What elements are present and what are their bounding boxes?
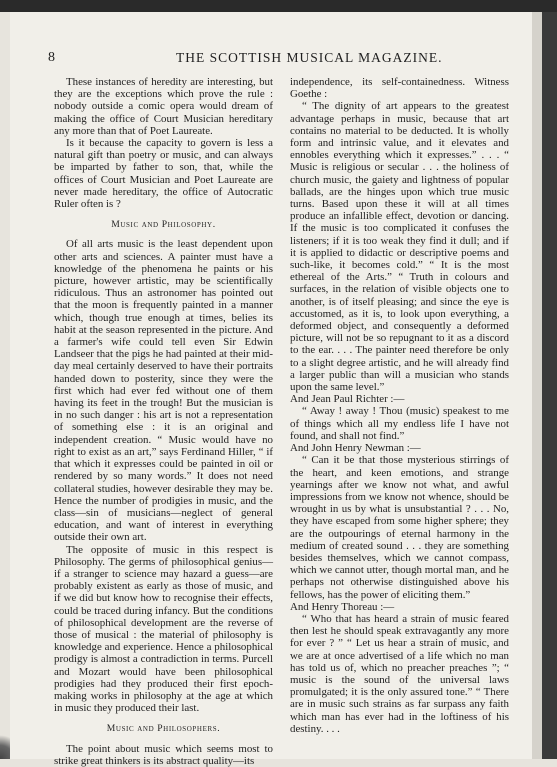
paragraph: The point about music which seems most to strike great thinkers is its abstract quality—its xyxy=(54,742,273,767)
section-heading: Music and Philosophy. xyxy=(111,219,216,231)
quotation: “ Can it be that those mysterious stirrings of the heart, and keen emotions, and strange yearnings after we know not what, and awful impressions from we know not whence, should be wrought in us by what is unsubstantial ? . . . No, they have escaped from some higher sphere; they are the outpourings of eternal harmony in the medium of created sound . . . they are something besides themselves, which we cannot compass, which we cannot utter, though mortal man, and he perhaps not otherwise distinguished above his fellows, has the power of eliciting them.” xyxy=(290,454,509,601)
scan-top-border xyxy=(0,0,557,12)
quote-intro: And Henry Thoreau :— xyxy=(290,600,395,613)
scan-right-edge xyxy=(532,12,557,759)
right-column xyxy=(290,76,509,735)
paragraph: Is it because the capacity to govern is less a natural gift than poetry or music, and can always be imparted by father to son, that, while the offices of Court Musician and Poet Laureate are never made hereditary, the office of Autocratic Ruler often is ? xyxy=(54,137,273,211)
paragraph: These instances of heredity are interesting, but they are the exceptions which prove the rule : nobody outside a comic opera would dream of making the office of Court Musician hereditary any more than that of Poet Laureate. xyxy=(54,76,273,137)
scan-binding-strip xyxy=(542,12,557,759)
quotation: “ The dignity of art appears to the greatest advantage perhaps in music, because that art contains no material to be deducted. It is wholly form and intrinsic value, and it elevates and ennobles everything which it expresses.” . . . “ Music is religious or secular . . . the holiness of church music, the gaiety and lightness of popular ballads, are the hinges upon which true music turns. Based upon these it will at all times produce an infallible effect, devotion or dancing. If the music is too complicated it confuses the listeners; if it is too weak they find it dull; and if it is applied to didactic or descriptive poems and such-like, it becomes cold.” “ It is the most ethereal of the Arts.” “ Truth in colours and surfaces, in the relation of visible objects one to another, is of itself pleasing; and since the eye is accustomed, as it is, to look upon everything, a deformed object, and consequently a deformed picture, will not be so repugnant to it as a discord to the ear. . . . The painter need therefore be only to a slight degree artistic, and he will already find a larger public than will a musician who stands upon the same level.” xyxy=(290,100,509,394)
quotation: “ Away ! away ! Thou (music) speakest to me of things which all my endless life I have not found, and shall not find.” xyxy=(290,405,509,442)
page-number: 8 xyxy=(48,50,55,65)
quote-intro: And Jean Paul Richter :— xyxy=(290,393,405,406)
paragraph: The opposite of music in this respect is Philosophy. The germs of philosophical genius—if a stranger to science may hazard a guess—are probably existent as early as those of music, and if we did but know how to recognise their effects, could be traced during infancy. But the conditions of philosophical development are the reverse of those of musical : the material of philosophy is knowledge and experience. Hence a philosophical prodigy is almost a contradiction in terms. Purcell and Mozart would have been philosophical prodigies had they produced their first epoch-making works in philosophy at the age at which in music they produced their last. xyxy=(54,543,273,715)
paragraph: independence, its self-containedness. Witness Goethe : xyxy=(290,76,509,101)
left-column xyxy=(54,76,273,767)
quotation: “ Who that has heard a strain of music feared then lest he should speak extravagantly any more for ever ? ” “ Let us hear a strain of music, and we are at once advertised of a life which no man has told us of, which no preacher preaches ”; “ music is the sound of the universal laws promulgated; it is the only assured tone.” “ There are in music such strains as far surpass any faith which man has ever had in the loftiness of his destiny. . . . xyxy=(290,612,509,735)
running-head: THE SCOTTISH MUSICAL MAGAZINE. xyxy=(176,50,443,65)
section-heading: Music and Philosophers. xyxy=(106,723,221,735)
paragraph: Of all arts music is the least dependent upon other arts and sciences. A painter must have a knowledge of the phenomena he paints or his picture, however artistic, may be scientifically ridiculous. Thus an astronomer has pointed out that the moon is frequently painted in a manner which, though true enough at times, belies its habit at the season represented in the picture. And a farmer's wife could tell even Sir Edwin Landseer that the pigs he had painted at their mid-day meal certainly deserved to have their portraits handed down to posterity, since they were the first which had ever fed without one of them having its feet in the trough! But the musician is in no such danger : his art is not a representation of something else : it is an original and independent creation. “ Music would have no right to exist as an art,” says Ferdinand Hiller, “ if that which it expresses could be painted in oil or rendered by so many words.” It does not need collateral studies, however desirable they may be. Hence the number of prodigies in music, and the class—sin of musicians—neglect of general education, and want of interest in everything outside their own art. xyxy=(54,238,273,544)
quote-intro: And John Henry Newman :— xyxy=(290,442,421,455)
